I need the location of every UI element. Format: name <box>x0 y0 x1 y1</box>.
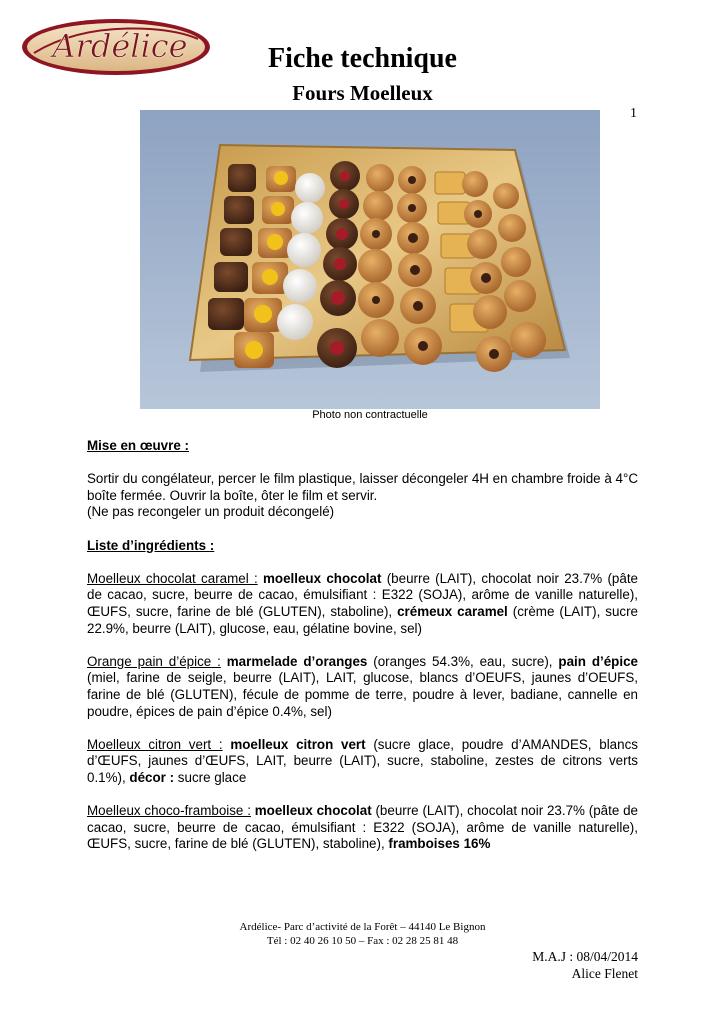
spacer <box>87 554 638 571</box>
logo-graphic <box>20 17 212 77</box>
spacer <box>87 637 638 654</box>
svg-text:Ardélice: Ardélice <box>52 27 188 65</box>
ingredient-detail: (sucre glace, poudre d’AMANDES, blancs d’ŒUFS, jaunes d’ŒUFS, LAIT, beurre (LAIT), sucre, staboline, zestes de citrons verts 0.1%), <box>87 736 638 785</box>
page-number: 1 <box>630 106 637 121</box>
update-info <box>532 948 638 982</box>
spacer <box>87 720 638 737</box>
ingredient-paragraph <box>87 803 638 853</box>
ardelice-logo <box>20 17 212 77</box>
mise-en-oeuvre-heading: Mise en œuvre : <box>87 438 189 453</box>
ingredient-detail: (beurre (LAIT), chocolat noir 23.7% (pâte de cacao, sucre, beurre de cacao, émulsifiant : E322 (SOJA), arôme de vanille naturelle), ŒUFS, sucre, farine de blé (GLUTEN), staboline), <box>87 803 638 852</box>
mise-en-oeuvre-note: (Ne pas recongeler un produit décongelé) <box>87 504 335 520</box>
ingredient-component-name: moelleux chocolat <box>254 803 372 819</box>
photo-caption: Photo non contractuelle <box>312 409 428 421</box>
ingredients-heading: Liste d’ingrédients : <box>87 537 215 553</box>
spacer <box>87 786 638 803</box>
product-name: Moelleux citron vert : <box>87 736 223 752</box>
ingredient-detail: (miel, farine de seigle, beurre (LAIT), LAIT, glucose, blancs d’OEUFS, jaunes d’OEUFS, farine de blé (GLUTEN), fécule de pomme de terre, poudre à lever, badiane, cannelle en poudre, épices de pain d’épice 0.4%, sel) <box>87 670 638 719</box>
page-title: Fiche technique <box>268 43 457 74</box>
product-name: Orange pain d’épice : <box>87 653 221 669</box>
ingredient-detail: sucre glace <box>174 769 247 785</box>
footer <box>0 920 725 948</box>
spacer <box>87 455 638 472</box>
ingredient-detail: (beurre (LAIT), chocolat noir 23.7% (pâte de cacao, sucre, beurre de cacao, émulsifiant : E322 (SOJA), arôme de vanille naturelle), ŒUFS, sucre, farine de blé (GLUTEN), staboline), <box>87 570 638 619</box>
ingredient-component-name: moelleux citron vert <box>230 736 366 752</box>
ingredient-paragraph <box>87 571 638 637</box>
ingredient-paragraph <box>87 737 638 787</box>
main-content <box>87 438 638 853</box>
update-author: Alice Flenet <box>571 966 638 981</box>
product-photo-graphic <box>140 110 600 409</box>
ingredient-component-name: moelleux chocolat <box>263 570 382 586</box>
update-date: M.A.J : 08/04/2014 <box>532 949 638 964</box>
ingredient-component-name: pain d’épice <box>558 653 638 669</box>
ingredient-component-name: décor : <box>129 769 175 785</box>
ingredient-component-name: marmelade d’oranges <box>226 653 368 669</box>
ingredient-component-name: crémeux caramel <box>397 603 508 619</box>
page-subtitle: Fours Moelleux <box>292 81 433 105</box>
ingredient-component-name: framboises 16% <box>388 836 491 852</box>
product-photo <box>140 110 600 409</box>
mise-en-oeuvre-text: Sortir du congélateur, percer le film plastique, laisser décongeler 4H en chambre froide à 4°C boîte fermée. Ouvrir la boîte, ôter le film et servir. <box>87 471 638 503</box>
ingredient-detail: (oranges 54.3%, eau, sucre), <box>367 653 559 669</box>
ingredient-paragraph <box>87 654 638 720</box>
product-name: Moelleux chocolat caramel : <box>87 570 258 586</box>
footer-contact: Tél : 02 40 26 10 50 – Fax : 02 28 25 81 48 <box>266 935 459 947</box>
footer-address: Ardélice- Parc d’activité de la Forêt – 44140 Le Bignon <box>239 921 486 933</box>
ingredient-detail: (crème (LAIT), sucre 22.9%, beurre (LAIT), glucose, eau, gélatine bovine, sel) <box>87 603 638 636</box>
ingredient-list <box>87 571 638 853</box>
spacer <box>87 521 638 538</box>
product-name: Moelleux choco-framboise : <box>87 803 251 819</box>
